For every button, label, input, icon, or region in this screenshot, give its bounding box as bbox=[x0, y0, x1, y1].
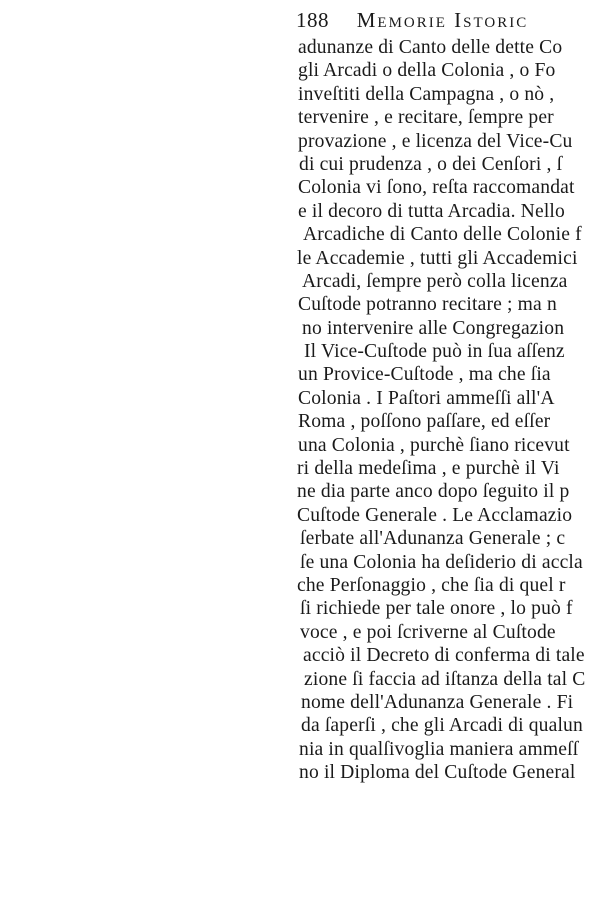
text-line: no il Diploma del Cuſtode General bbox=[299, 762, 576, 784]
text-line: Colonia . I Paſtori ammeſſi all'A bbox=[298, 387, 555, 409]
text-line: di cui prudenza , o dei Cenſori , ſ bbox=[299, 153, 563, 175]
text-line: da ſaperſi , che gli Arcadi di qualun bbox=[301, 715, 583, 737]
text-line: Roma , poſſono paſſare, ed eſſer bbox=[298, 411, 551, 433]
text-line: inveſtiti della Campagna , o nò , bbox=[298, 83, 555, 105]
text-line: Arcadiche di Canto delle Colonie f bbox=[303, 224, 582, 246]
text-line: ſi richiede per tale onore , lo può f bbox=[300, 598, 573, 620]
text-line: e il decoro di tutta Arcadia. Nello bbox=[298, 200, 565, 222]
text-line: che Perſonaggio , che ſia di quel r bbox=[297, 574, 566, 596]
running-head bbox=[296, 6, 602, 34]
text-line: un Provice-Cuſtode , ma che ſia bbox=[298, 364, 551, 386]
text-line: ſerbate all'Adunanza Generale ; c bbox=[300, 528, 566, 550]
text-line: acciò il Decreto di conferma di tale bbox=[303, 645, 585, 667]
text-line: adunanze di Canto delle dette Co bbox=[298, 37, 563, 58]
text-line: gli Arcadi o della Colonia , o Fo bbox=[298, 60, 556, 82]
text-line: Il Vice-Cuſtode può in ſua aſſenz bbox=[304, 341, 565, 363]
text-line: zione ſi faccia ad iſtanza della tal C bbox=[304, 668, 586, 690]
text-line: ſe una Colonia ha deſiderio di accla bbox=[300, 551, 583, 573]
text-line: le Accademie , tutti gli Accademici bbox=[297, 247, 578, 269]
text-line: nia in qualſivoglia maniera ammeſſ bbox=[299, 738, 579, 760]
page-number: 188 bbox=[296, 8, 329, 32]
text-line: Arcadi, ſempre però colla licenza bbox=[302, 270, 568, 292]
text-line: provazione , e licenza del Vice-Cu bbox=[298, 130, 573, 152]
running-head-title: Memorie Istoric bbox=[356, 8, 529, 32]
text-line: Cuſtode potranno recitare ; ma n bbox=[298, 294, 557, 316]
text-line: voce , e poi ſcriverne al Cuſtode bbox=[300, 621, 556, 643]
text-line: Cuſtode Generale . Le Acclamazio bbox=[297, 504, 573, 526]
body-text bbox=[297, 36, 602, 785]
text-line: no intervenire alle Congregazion bbox=[302, 317, 565, 339]
text-line: ri della medeſima , e purchè il Vi bbox=[297, 458, 560, 480]
text-line: una Colonia , purchè ſiano ricevut bbox=[298, 434, 570, 456]
text-line: ne dia parte anco dopo ſeguito il p bbox=[297, 481, 570, 503]
text-line: nome dell'Adunanza Generale . Fi bbox=[301, 691, 574, 713]
text-line: tervenire , e recitare, ſempre per bbox=[298, 107, 554, 129]
text-line: Colonia vi ſono, reſta raccomandat bbox=[298, 177, 575, 199]
